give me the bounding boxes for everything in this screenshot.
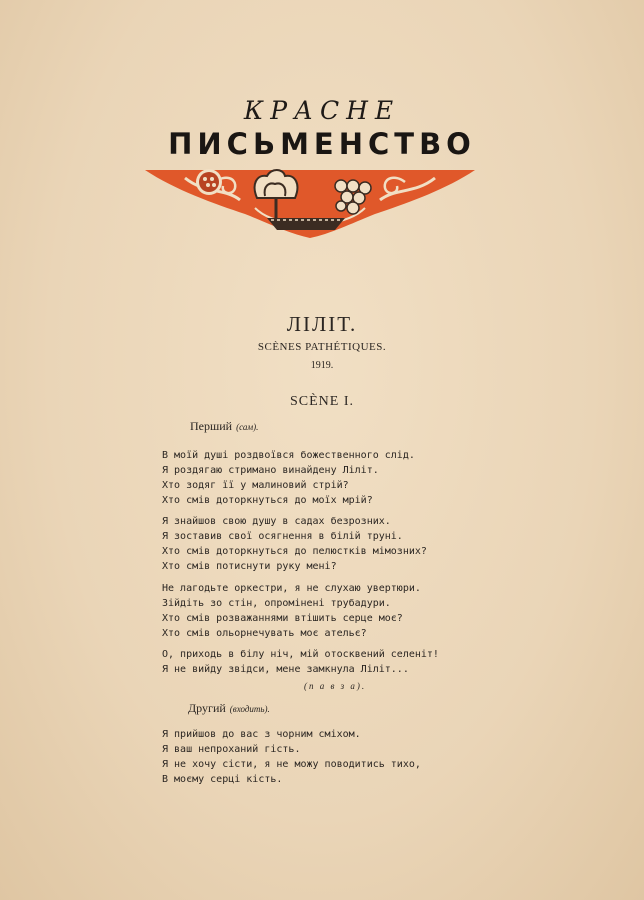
work-title: ЛІЛІТ. <box>286 312 358 336</box>
verse-line: Хто смів потиснути руку мені? <box>162 561 337 572</box>
verse-line: Хто смів доторкнуться до моїх мрій? <box>162 495 373 506</box>
work-year: 1919. <box>310 360 334 371</box>
verse-line: Я роздягаю стримано винайдену Ліліт. <box>162 465 379 476</box>
speaker-name: Другий <box>188 701 226 715</box>
header-line-2: ПИСЬМЕНСТВО <box>168 127 476 161</box>
verse-line: Я зоставив свої осягнення в білій труні. <box>162 531 403 542</box>
stanza <box>162 647 439 677</box>
scene-heading: SCÈNE I. <box>290 394 354 409</box>
work-subtitle: SCÈNES PATHÉTIQUES. <box>257 341 387 353</box>
verse-line: В моїй душі роздвоївся божественного слід. <box>162 450 415 461</box>
floral-ornament <box>145 164 475 240</box>
header-line-1: КРАСНЕ <box>243 96 401 125</box>
stage-direction: (сам). <box>236 422 259 432</box>
verse-line: Я прийшов до вас з чорним сміхом. <box>162 729 361 740</box>
stage-direction: (входить). <box>229 704 270 714</box>
stanza <box>162 581 421 641</box>
stanza <box>162 727 421 787</box>
verse-line: Не лагодьте оркестри, я не слухаю увертюри. <box>162 583 421 594</box>
stanza <box>162 514 427 574</box>
verse-line: Я не хочу сісти, я не можу поводитись тихо, <box>162 759 421 770</box>
verse-line: О, приходь в білу ніч, мій отосквений селеніт! <box>162 649 439 660</box>
verse-line: Хто смів розважаннями втішить серце моє? <box>162 613 403 624</box>
speaker-line <box>188 701 270 716</box>
verse-line: Я ваш непроханий гість. <box>162 744 301 755</box>
verse-line: Зійдіть зо стін, опромінені трубадури. <box>162 598 391 609</box>
verse-line: Я не вийду звідси, мене замкнула Ліліт... <box>162 664 409 675</box>
verse-line: Хто смів ольорнечувать моє ательє? <box>162 628 367 639</box>
stanza <box>162 448 415 508</box>
verse-line: В моєму серці кість. <box>162 774 283 785</box>
verse-line: Я знайшов свою душу в садах безрозних. <box>162 516 391 527</box>
verse-line: Хто смів доторкнуться до пелюстків мімозних? <box>162 546 427 557</box>
speaker-line <box>190 419 258 434</box>
stage-direction-pause: (п а в з а). <box>304 681 367 691</box>
speaker-name: Перший <box>190 419 233 433</box>
verse-line: Хто зодяг її у малиновий стрій? <box>162 480 349 491</box>
